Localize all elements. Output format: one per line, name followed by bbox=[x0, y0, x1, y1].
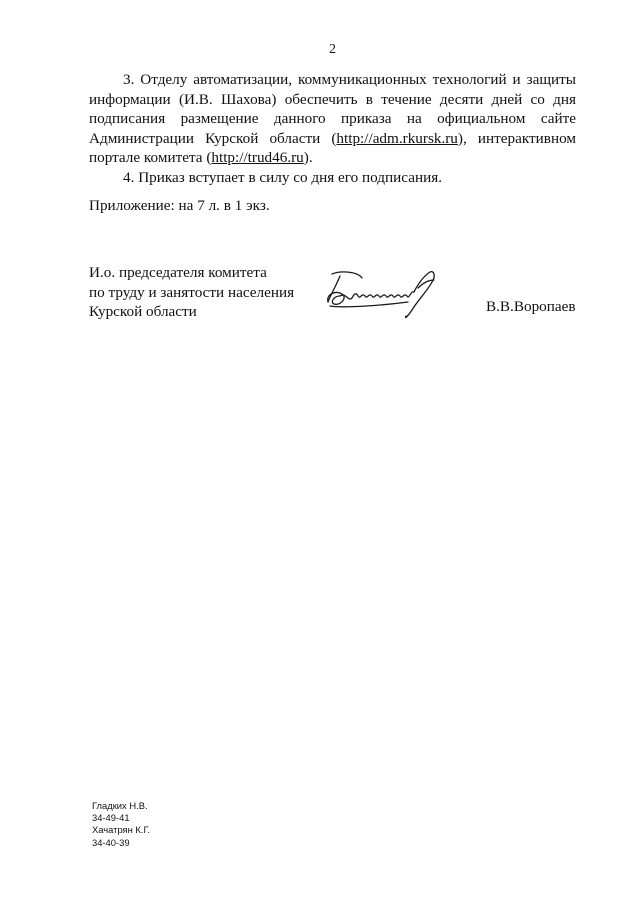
signer-title-line-2: по труду и занятости населения bbox=[89, 283, 295, 301]
adm-rkursk-link: http://adm.rkursk.ru bbox=[336, 129, 458, 147]
signer-title-line-3: Курской области bbox=[89, 303, 197, 321]
paragraph-3-text-middle: ), интерактивном портале комитета ( bbox=[89, 129, 577, 167]
signer-title-block bbox=[89, 263, 294, 322]
paragraph-3 bbox=[89, 70, 576, 168]
contact-1-name: Гладких Н.В. bbox=[92, 800, 148, 811]
handwritten-signature bbox=[318, 266, 443, 322]
contact-2-name: Хачатрян К.Г. bbox=[92, 824, 151, 836]
contacts-block bbox=[92, 800, 150, 849]
contact-1-phone: 34-49-41 bbox=[92, 812, 130, 824]
contact-2-phone: 34-40-39 bbox=[92, 836, 130, 848]
paragraph-3-text-end: ). bbox=[303, 149, 313, 167]
document-body bbox=[89, 70, 576, 188]
trud46-link: http://trud46.ru bbox=[211, 149, 304, 167]
signer-title-line-1: И.о. председателя комитета bbox=[89, 264, 267, 281]
paragraph-4: 4. Приказ вступает в силу со дня его подписания. bbox=[123, 168, 442, 186]
signer-name: В.В.Воропаев bbox=[486, 298, 576, 315]
attachment-note: Приложение: на 7 л. в 1 экз. bbox=[89, 197, 270, 214]
page-number: 2 bbox=[329, 42, 336, 57]
paragraph-3-text-start: 3. Отделу автоматизации, коммуникационных технологий и защиты информации (И.В. Шахова) обеспечить в течение десяти дней со дня подписания размещение данного приказа на официальном сайте Администрации Курской области ( bbox=[89, 71, 576, 147]
